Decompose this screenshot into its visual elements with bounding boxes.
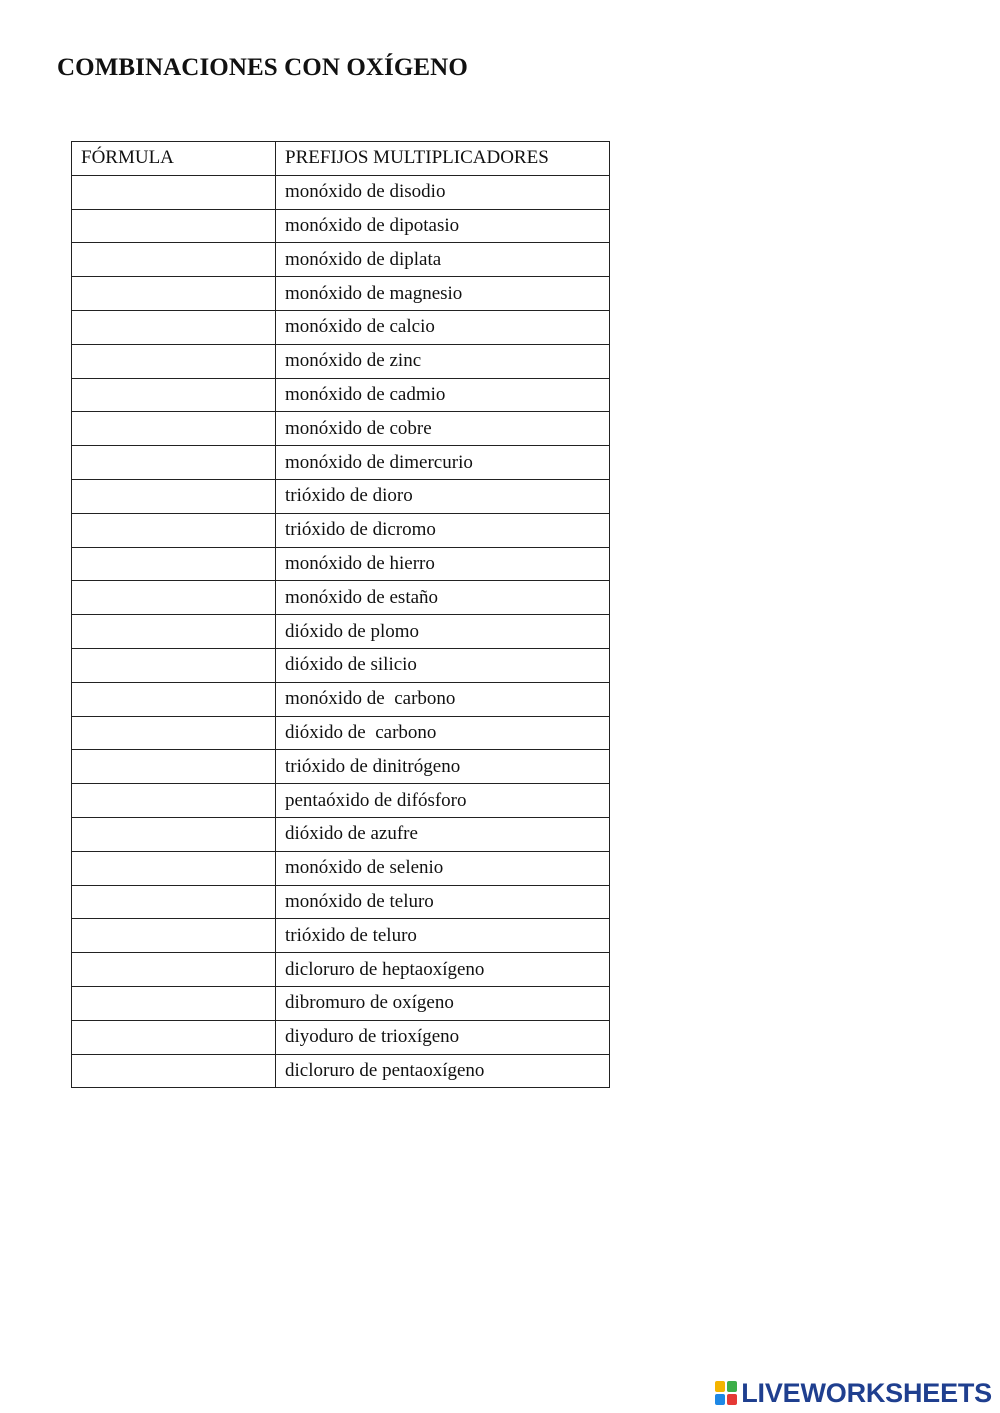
table-row [72,581,610,615]
formula-cell[interactable] [72,953,276,987]
formula-cell[interactable] [72,581,276,615]
compound-name-cell: trióxido de dicromo [276,513,610,547]
formula-cell[interactable] [72,817,276,851]
formula-cell[interactable] [72,885,276,919]
page-title: COMBINACIONES CON OXÍGENO [57,54,468,81]
table-row [72,243,610,277]
table-row [72,175,610,209]
compound-name-cell: monóxido de dipotasio [276,209,610,243]
table-row [72,885,610,919]
formula-cell[interactable] [72,310,276,344]
table-row [72,277,610,311]
compound-name-cell: monóxido de estaño [276,581,610,615]
liveworksheets-logo-icon [715,1381,737,1405]
table-row [72,344,610,378]
formula-cell[interactable] [72,547,276,581]
formula-cell[interactable] [72,716,276,750]
formula-cell[interactable] [72,784,276,818]
brand-name: LIVEWORKSHEETS [741,1377,992,1408]
table-row [72,817,610,851]
logo-square-icon [715,1394,725,1405]
compound-name-cell: pentaóxido de difósforo [276,784,610,818]
table-row [72,919,610,953]
table-body [72,175,610,1088]
formula-cell[interactable] [72,682,276,716]
logo-square-icon [727,1394,737,1405]
table-row [72,682,610,716]
table-row [72,953,610,987]
compound-name-cell: diyoduro de trioxígeno [276,1020,610,1054]
table-row [72,986,610,1020]
formula-cell[interactable] [72,648,276,682]
table-row [72,851,610,885]
formula-cell[interactable] [72,851,276,885]
logo-square-icon [727,1381,737,1392]
formula-cell[interactable] [72,175,276,209]
compound-name-cell: dicloruro de pentaoxígeno [276,1054,610,1088]
formula-cell[interactable] [72,446,276,480]
formula-cell[interactable] [72,615,276,649]
formula-cell[interactable] [72,479,276,513]
compound-name-cell: dióxido de silicio [276,648,610,682]
table-row [72,479,610,513]
compound-name-cell: monóxido de diplata [276,243,610,277]
compound-name-cell: dióxido de carbono [276,716,610,750]
compound-name-cell: dibromuro de oxígeno [276,986,610,1020]
formula-cell[interactable] [72,919,276,953]
compound-name-cell: dióxido de plomo [276,615,610,649]
formula-cell[interactable] [72,1020,276,1054]
formula-cell[interactable] [72,986,276,1020]
table-row [72,750,610,784]
formula-cell[interactable] [72,513,276,547]
formula-cell[interactable] [72,277,276,311]
compound-name-cell: dióxido de azufre [276,817,610,851]
column-header-prefixes: PREFIJOS MULTIPLICADORES [276,142,610,176]
compound-name-cell: monóxido de hierro [276,547,610,581]
exercise-table [71,141,610,1088]
table-row [72,513,610,547]
table-row [72,378,610,412]
compound-name-cell: trióxido de dinitrógeno [276,750,610,784]
formula-cell[interactable] [72,209,276,243]
compound-name-cell: monóxido de selenio [276,851,610,885]
compound-name-cell: trióxido de teluro [276,919,610,953]
compound-name-cell: monóxido de zinc [276,344,610,378]
table-row [72,446,610,480]
table-row [72,547,610,581]
compound-name-cell: monóxido de carbono [276,682,610,716]
liveworksheets-brand [715,1376,992,1410]
table-row [72,209,610,243]
table-row [72,784,610,818]
table-row [72,310,610,344]
table-row [72,1020,610,1054]
logo-square-icon [715,1381,725,1392]
compound-name-cell: monóxido de teluro [276,885,610,919]
formula-cell[interactable] [72,1054,276,1088]
table-row [72,615,610,649]
compound-name-cell: dicloruro de heptaoxígeno [276,953,610,987]
compound-name-cell: monóxido de cadmio [276,378,610,412]
compound-name-cell: monóxido de dimercurio [276,446,610,480]
table-row [72,1054,610,1088]
formula-cell[interactable] [72,750,276,784]
table-row [72,412,610,446]
formula-cell[interactable] [72,344,276,378]
column-header-formula: FÓRMULA [72,142,276,176]
table-row [72,716,610,750]
compound-name-cell: monóxido de calcio [276,310,610,344]
compound-name-cell: trióxido de dioro [276,479,610,513]
formula-cell[interactable] [72,243,276,277]
compound-name-cell: monóxido de magnesio [276,277,610,311]
formula-cell[interactable] [72,412,276,446]
table-row [72,648,610,682]
formula-cell[interactable] [72,378,276,412]
compound-name-cell: monóxido de disodio [276,175,610,209]
table-header-row [72,142,610,176]
compound-name-cell: monóxido de cobre [276,412,610,446]
